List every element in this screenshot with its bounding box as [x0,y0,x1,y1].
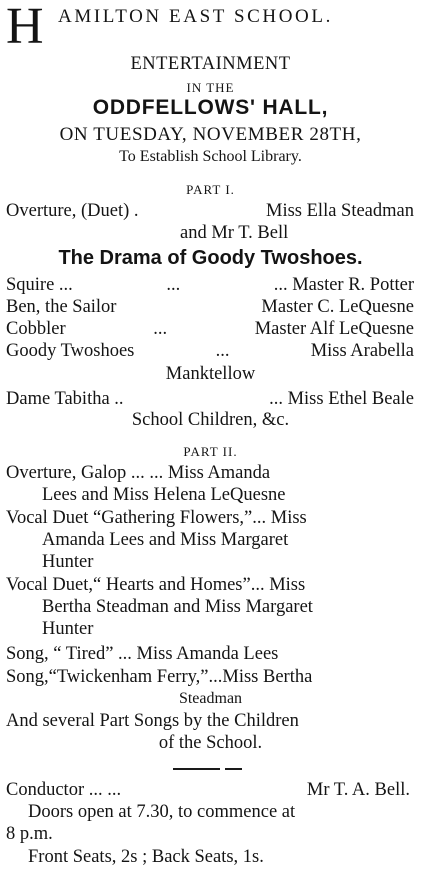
overture-cont: and Mr T. Bell [180,223,289,243]
hall-heading: ODDFELLOWS' HALL, [92,96,329,119]
cast-row [6,296,414,318]
cast-actor: Master Alf LeQuesne [254,319,414,339]
divider [225,768,242,770]
overture-label: Overture, (Duet) . [6,201,139,221]
overture-performer: Miss Ella Steadman [266,201,414,221]
cast-role: Ben, the Sailor [6,297,117,317]
cast-role: Goody Twoshoes [6,341,135,361]
part1-heading: PART I. [186,182,235,197]
seats-line: Front Seats, 2s ; Back Seats, 1s. [28,847,264,867]
doors-line-cont: 8 p.m. [6,824,53,844]
program-line: Song, “ Tired” ... Miss Amanda Lees [6,644,279,664]
children-line: School Children, &c. [131,410,290,430]
drama-title: The Drama of Goody Twoshoes. [58,247,363,269]
program-line: Steadman [178,690,243,707]
school-title: AMILTON EAST SCHOOL. [58,6,333,27]
cast-row [6,340,414,362]
cast-actor: ... Miss Ethel Beale [269,389,414,409]
cast-row [6,318,414,340]
cast-actor: Master C. LeQuesne [261,297,414,317]
doors-line: Doors open at 7.30, to commence at [28,802,296,822]
part2-heading: PART II. [183,444,238,459]
conductor-label: Conductor ... ... [6,780,122,800]
cast-row [6,388,414,410]
purpose-line: To Establish School Library. [119,148,302,165]
conductor-name: Mr T. A. Bell. [306,780,410,800]
divider [173,768,220,770]
program-line: And several Part Songs by the Children [6,711,299,731]
overture-line [6,200,414,222]
cast-continuation: Manktellow [165,364,256,384]
program-line: Amanda Lees and Miss Margaret [42,530,289,550]
drop-cap: H [6,0,44,55]
program-line: Song,“Twickenham Ferry,”...Miss Bertha [6,667,313,687]
cast-role: Dame Tabitha .. [6,389,124,409]
cast-dots: ... [215,341,230,361]
cast-dots: ... [166,275,181,295]
program-line: of the School. [158,733,263,753]
program-line: Vocal Duet,“ Hearts and Homes”... Miss [6,575,306,595]
program-line: Lees and Miss Helena LeQuesne [42,485,286,505]
cast-role: Squire ... [6,275,73,295]
program-line: Vocal Duet “Gathering Flowers,”... Miss [6,508,307,528]
cast-actor: Miss Arabella [310,341,414,361]
cast-actor: ... Master R. Potter [273,275,414,295]
entertainment-heading: ENTERTAINMENT [130,54,291,74]
cast-row [6,274,414,296]
date-line: ON TUESDAY, NOVEMBER 28TH, [59,124,362,145]
cast-dots: ... [153,319,168,339]
program-line: Overture, Galop ... ... Miss Amanda [6,463,271,483]
in-the-text: IN THE [186,80,235,95]
program-line: Bertha Steadman and Miss Margaret [42,597,313,617]
program-line: Hunter [42,552,94,572]
program-line: Hunter [42,619,94,639]
cast-role: Cobbler [6,319,66,339]
conductor-line [6,779,410,801]
